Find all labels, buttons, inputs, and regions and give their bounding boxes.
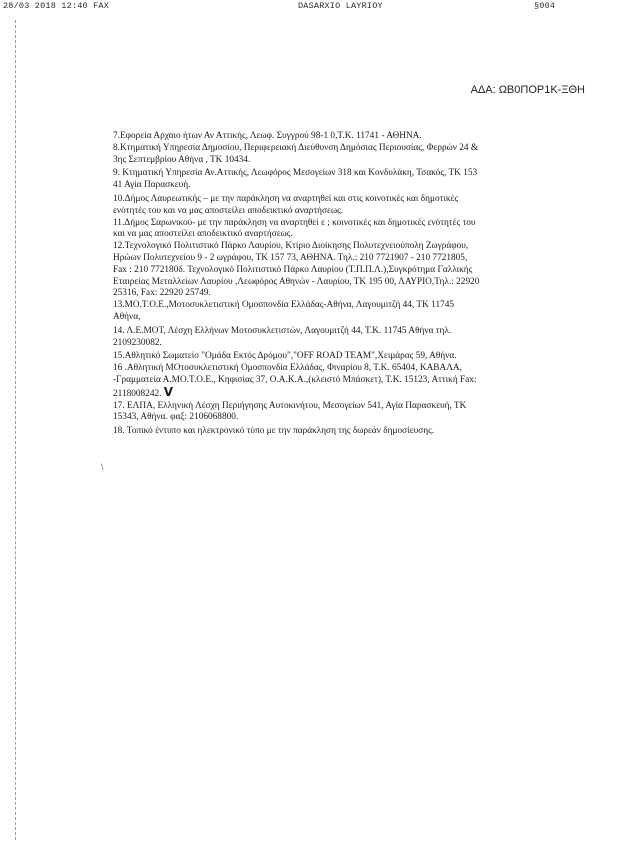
recipient-item-13: 13.ΜΟ.Τ.Ο.Ε.,Μοτοσυκλετιστική Ομοσπονδία Ελλάδας-Αθήνα, Λαγουμιτζή 44, ΤΚ 11745 Αθήνα, bbox=[113, 300, 455, 322]
recipient-item-17: 17. ΕΛΠΑ, Ελληνική Λέσχη Περιήγησης Αυτοκινήτου, Μεσογείων 541, Αγία Παρασκευή, ΤΚ 15343, Αθήνα. φαξ: 2106068800. bbox=[113, 400, 467, 423]
recipient-item-18: 18. Τοπικό έντυπο και ηλεκτρονικό τύπο με την παράκληση της δωρεάν δημοσίευσης. bbox=[113, 426, 435, 437]
recipient-item-14: 14. Λ.Ε.ΜΟΤ, Λέσχη Ελλήνων Μοτοσυκλετιστών, Λαγουμιτζή 44, Τ.Κ. 11745 Αθήνα τηλ. 2109230082. bbox=[113, 325, 452, 348]
recipients-list bbox=[113, 131, 583, 438]
handwritten-check-mark: V bbox=[163, 384, 174, 399]
margin-dashed-line bbox=[15, 20, 17, 840]
fax-page-number: §004 bbox=[534, 1, 556, 11]
recipient-item-12: 12.Τεχνολογικό Πολιτιστικό Πάρκο Λαυρίου, Κτίριο Διοίκησης Πολυτεχνειούπολη Ζωγράφου, Ηρώων Πολυτεχνείου 9 - 2 ωγράφου, ΤΚ 157 73, ΑΘΗΝΑ. Τηλ.: 210 7721907 - 210 7721805, Fax : 210 772180δ. Τεχνολογικό Πολιτιστικό Πάρκο Λαυρίου (Τ.Π.Π.Λ.),Συγκρότημα Γαλλικής Εταιρείας Μεταλλείων Λαυρίου ,Λεωφόρος Αθηνών - Λαυρίου, ΤΚ 195 00, ΛΑΥΡΙΟ,Τηλ.: 22920 25316, Fax: 22920 25749. bbox=[113, 241, 480, 299]
fax-sender: DASARXIO LAYRIOY bbox=[298, 1, 383, 11]
recipient-item-9: 9. Κτηματική Υπηρεσία Αν.Αττικής, Λεωφόρος Μεσογείων 318 και Κονδυλάκη, Τσακός, ΤΚ 153 41 Αγία Παρασκευή. bbox=[113, 168, 478, 191]
ada-code: ΑΔΑ: ΩΒ0ΠΟΡ1Κ-ΞΘΗ bbox=[470, 84, 585, 96]
fax-datetime: 28/03 2018 12:40 FAX bbox=[3, 1, 110, 11]
recipient-item-7: 7.Εφορεία Αρχαιο ήτων Αν Αττικής, Λεωφ. Συγγρού 98-1 0,Τ.Κ. 11741 - ΑΘΗΝΑ. bbox=[113, 131, 422, 141]
fax-header bbox=[0, 0, 620, 12]
recipient-item-10: 10.Δήμος Λαυρεωτικής – με την παράκληση να αναρτηθεί και στις κοινοτικές και δημοτικές ενότητές του και να μας αποστείλει αποδεικτικό αναρτήσεως. bbox=[113, 193, 459, 216]
recipient-item-15: 15.Αθλητικό Σωματείο "Ομάδα Εκτός Δρόμου","OFF ROAD TEAM",Χειμάρας 59, Αθήνα. bbox=[113, 351, 457, 362]
recipient-item-16 bbox=[113, 363, 583, 400]
margin-tick-mark: \ bbox=[101, 462, 104, 472]
recipient-item-8: 8.Κτηματική Υπηρεσία Δημοσίου, Περιφερειακή Διεύθυνση Δημόσιας Περιουσίας, Φερρών 24 & 3ης Σεπτεμβρίου Αθήνα , ΤΚ 10434. bbox=[113, 142, 479, 165]
recipient-item-11: 11.Δήμος Σαρωνικού- με την παράκληση να αναρτηθεί ε ; κοινοτικές και δημοτικές ενότητές του και να μας αποστείλει αποδεικτικό αναρτήσεως. bbox=[113, 217, 476, 240]
recipient-item-16-text: 16 .Αθλητική ΜΟτοσυκλετιστική Ομοσπονδία Ελλάδας, Φιναρίου 8, Τ.Κ. 65404, ΚΑΒΑΛΑ, -Γραμματεία Α.ΜΟ.Τ.Ο.Ε., Κηφισίας 37, Ο.Α.Κ.Α.,(κλειστό Μπάσκετ), Τ.Κ. 15123, Αττική Fax: 2118008242. bbox=[113, 363, 477, 399]
